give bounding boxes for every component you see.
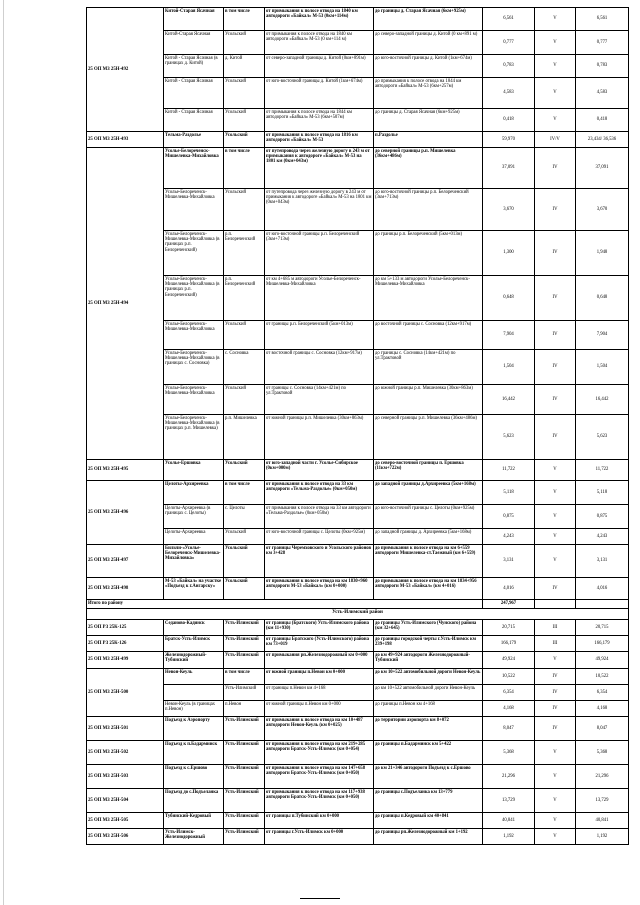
from-point-cell: от юго-восточной границы с. Целоты (0км+925м) [265,529,374,545]
district-cell: Усольский [224,132,265,148]
road-name-cell: Подъезд к Аэропорту [164,717,224,741]
to-point-cell: до юго-восточной границы р.п. Белореченский (3км+713м) [374,189,483,231]
table-row [87,717,629,741]
length-cell: 49,924 [483,652,535,669]
road-name-cell: Усолье-Белореченск-Мишелевка-Михайловка [164,189,224,231]
page-edge [3,0,4,905]
category-length-cell: 1,192 [576,829,629,845]
length-cell: 1,300 [483,231,535,276]
category-cell: IV [535,350,576,385]
category-length-cell: 20,715 [576,620,629,636]
road-name-cell: Китой - Старая Ясачная (в границах д. Китой) [164,55,224,78]
table-row [87,132,629,148]
table-row [87,321,629,350]
category-cell: IV [535,415,576,460]
district-cell: в том числе [224,8,265,31]
district-cell: Усольский [224,31,265,55]
length-cell: 10,522 [483,669,535,685]
to-point-cell: до км 10+522 автомобильной дороги Невон-Кеуль [374,669,483,685]
from-point-cell: от южной границы п.Невон км 0+000 [265,701,374,717]
length-cell: 1,192 [483,829,535,845]
from-point-cell: от примыкания к полосе отвода на 33 км автодороги «Тельма-Раздолье» (0км+050м) [265,505,374,529]
empty-cell [535,600,576,609]
length-cell: 3,670 [483,189,535,231]
category-cell: IV/V [535,132,576,148]
road-name-cell: Усолье-Белореченск-Мишелевка-Михайловка [164,148,224,189]
length-cell: 5,368 [483,741,535,765]
road-name-cell: Целоты-Архиреевка (в границах с. Целоты) [164,505,224,529]
category-cell: V [535,8,576,31]
category-cell: V [535,765,576,789]
road-code-cell: 25 ОП МЗ 25Н-504 [87,789,164,813]
from-point-cell: от границы п.Невон км 4+168 [265,685,374,701]
to-point-cell: до границы с. Сосновка (14км+421м) по ул.Трактовой [374,350,483,385]
length-cell: 0,418 [483,109,535,132]
road-code-cell: 25 ОП МЗ 25Н-495 [87,460,164,481]
road-name-cell: Подъезд к с.Ершово [164,765,224,789]
category-length-cell: 5,623 [576,415,629,460]
road-code-cell: 25 ОП МЗ 25Н-493 [87,132,164,148]
to-point-cell: до границы городской черты г.Усть-Илимск км 239+198 [374,636,483,652]
district-cell: Усть-Илимский [224,765,265,789]
category-cell: V [535,109,576,132]
district-cell: Усть-Илимский [224,652,265,669]
section-title: Усть-Илимский район [87,609,629,620]
district-cell: Усольский [224,321,265,350]
from-point-cell: от границы Черемховского и Усольского районов км 3+428 [265,545,374,578]
table-row [87,765,629,789]
from-point-cell: от путепровода через железную дорогу в 243 м от примыкания к автодороге «Байкал» М-53 на 1801 км (0км+043м) [265,189,374,231]
from-point-cell: от примыкания к полосе отвода на км 1830+960 автодороги М-53 «Байкал» (км 0+000) [265,578,374,600]
category-length-cell: 5,118 [576,481,629,505]
length-cell: 20,715 [483,620,535,636]
road-name-cell: Тельма-Раздолье [164,132,224,148]
district-cell: р.п. Белореченский [224,231,265,276]
road-name-cell: Усолье-Ершовка [164,460,224,481]
district-cell: Усольский [224,578,265,600]
district-cell: д. Китой [224,55,265,78]
length-cell: 21,296 [483,765,535,789]
category-cell: III [535,620,576,636]
road-code-cell: 25 ОП РЗ 25К-125 [87,620,164,636]
road-name-cell: Усолье-Белореченск-Мишелевка-Михайловка [164,321,224,350]
category-length-cell: 4,583 [576,78,629,109]
to-point-cell: до границы д. Старая Ясачная (6км+925м) [374,109,483,132]
category-length-cell: 13,729 [576,789,629,813]
table-row [87,8,629,31]
length-cell: 37,091 [483,148,535,189]
length-cell: 11,722 [483,460,535,481]
category-cell: IV [535,276,576,321]
to-point-cell: до границы с.Подъеланка км 13+779 [374,789,483,813]
category-cell: V [535,55,576,78]
to-point-cell: п.Раздолье [374,132,483,148]
category-cell: V [535,545,576,578]
from-point-cell: от примыкания к полосе отвода на км 147+658 автодороги Братск-Усть-Илимск (км 0+050) [265,765,374,789]
subtotal-label: Итого по району [87,600,483,609]
district-cell: р.п. Белореченский [224,276,265,321]
road-code-cell: 25 ОП РЗ 25К-126 [87,636,164,652]
category-cell: IV [535,685,576,701]
length-cell: 0,783 [483,55,535,78]
district-cell: Усольский [224,545,265,578]
road-code-cell: 25 ОП МЗ 25Н-502 [87,741,164,765]
category-cell: IV [535,385,576,415]
to-point-cell: до северной границы р.п. Мишелевка (36км+486м) [374,148,483,189]
category-length-cell: 0,783 [576,55,629,78]
from-point-cell: от границы с. Сосновка (14км+421м) по ул.Трактовой [265,385,374,415]
table-row [87,829,629,845]
category-cell: V [535,829,576,845]
category-length-cell: 0,875 [576,505,629,529]
length-cell: 6,354 [483,685,535,701]
to-point-cell: до границы п.Бадарминск км 5+422 [374,741,483,765]
category-length-cell: 16,442 [576,385,629,415]
length-cell: 3,131 [483,545,535,578]
road-code-cell: 25 ОП МЗ 25Н-494 [87,148,164,460]
to-point-cell: до границы р.п. Белореченский (5км+013м) [374,231,483,276]
district-cell: Усть-Илимский [224,813,265,829]
category-cell: IV [535,231,576,276]
from-point-cell: от примыкания к полосе отвода на 1844 км автодороги «Байкал» М-53 (6км+507м) [265,109,374,132]
road-code-cell: 25 ОП МЗ 25Н-505 [87,813,164,829]
table-row [87,741,629,765]
district-cell: Усть-Илимский [224,741,265,765]
road-name-cell: Китой - Старая Ясачная [164,78,224,109]
to-point-cell: до юго-восточной границы д. Китой (1км+674м) [374,55,483,78]
table-row [87,789,629,813]
road-name-cell: Невон-Кеуль [164,669,224,685]
subtotal-row [87,600,629,609]
category-length-cell: 10,522 [576,669,629,685]
table-row [87,620,629,636]
length-cell: 40,841 [483,813,535,829]
category-cell: V [535,529,576,545]
road-code-cell: 25 ОП МЗ 25Н-492 [87,8,164,132]
district-cell: Усть-Илимский [224,717,265,741]
category-cell: III [535,636,576,652]
road-name-cell: Целоты-Архиреевка [164,481,224,505]
category-length-cell: 0,777 [576,31,629,55]
roads-table [86,7,629,845]
category-cell: IV [535,578,576,600]
table-row [87,189,629,231]
length-cell: 8,047 [483,717,535,741]
district-cell: Усольский [224,109,265,132]
district-cell: Усольский [224,460,265,481]
to-point-cell: до примыкания к полосе отвода на км 1834+956 автодороги М-53 «Байкал» (км 4+016) [374,578,483,600]
table-row [87,481,629,505]
table-row [87,545,629,578]
district-cell: Усть-Илимский [224,685,265,701]
category-length-cell: 11,722 [576,460,629,481]
from-point-cell: от примыкания к полосе отвода на 1840 км автодороги «Байкал» М-53 (0км+114м) [265,8,374,31]
category-cell: V [535,31,576,55]
category-length-cell: 6,354 [576,685,629,701]
table-row [87,813,629,829]
to-point-cell: до границы п.Кедровый км 40+841 [374,813,483,829]
road-name-cell: Китой-Старая Ясачная [164,8,224,31]
category-length-cell: 21,296 [576,765,629,789]
length-cell: 0,777 [483,31,535,55]
category-length-cell: 3,670 [576,189,629,231]
length-cell: 16,442 [483,385,535,415]
length-cell: 4,243 [483,529,535,545]
category-length-cell: 7,904 [576,321,629,350]
road-code-cell: 25 ОП МЗ 25Н-497 [87,545,164,578]
from-point-cell: от юго-западной части г. Усолье-Сибирское (0км+000м) [265,460,374,481]
footer-rule [300,898,340,899]
road-code-cell: 25 ОП МЗ 25Н-496 [87,481,164,545]
length-cell: 0,648 [483,276,535,321]
from-point-cell: от южной границы п.Невон км 0+000 [265,669,374,685]
length-cell: 6,561 [483,8,535,31]
district-cell: в том числе [224,669,265,685]
category-length-cell: 4,168 [576,701,629,717]
category-length-cell: 3,131 [576,545,629,578]
length-cell: 59,970 [483,132,535,148]
road-name-cell: Железнодорожный-Тубинский [164,652,224,669]
road-name-cell: Усолье-Белореченск-Мишелевка-Михайловка (в границах р.п. Мишелевка) [164,415,224,460]
from-point-cell: от границы р.п. Белореченский (5км+013м) [265,321,374,350]
category-cell: IV [535,717,576,741]
length-cell: 7,904 [483,321,535,350]
table-row [87,669,629,685]
from-point-cell: от границы г.Усть-Илимск км 0+000 [265,829,374,845]
to-point-cell: до км 10+522 автомобильной дороги Невон-Кеуль [374,685,483,701]
table-row [87,636,629,652]
from-point-cell: от примыкания к полосе отвода на км 219+285 автодороги Братск-Усть-Илимск (км 0+054) [265,741,374,765]
road-name-cell: Усолье-Белореченск-Мишелевка-Михайловка (в границах с. Сосновка) [164,350,224,385]
table-row [87,701,629,717]
road-code-cell: 25 ОП МЗ 25Н-503 [87,765,164,789]
to-point-cell: до северо-восточной границы п. Ершовка (11км+722м) [374,460,483,481]
road-name-cell: Усть-Илимск-Железнодорожный [164,829,224,845]
from-point-cell: от северо-западной границы д. Китой (0км+891м) [265,55,374,78]
category-cell: V [535,789,576,813]
road-name-cell [164,685,224,701]
table-row [87,529,629,545]
length-cell: 4,016 [483,578,535,600]
length-cell: 4,168 [483,701,535,717]
length-cell: 5,118 [483,481,535,505]
category-length-cell: 0,418 [576,109,629,132]
table-row [87,350,629,385]
length-cell: 5,623 [483,415,535,460]
road-code-cell: 25 ОП МЗ 25Н-500 [87,669,164,717]
category-length-cell: 37,091 [576,148,629,189]
from-point-cell: от границы (Братского) Усть-Илимского района (км 11+930) [265,620,374,636]
category-length-cell: 0,648 [576,276,629,321]
to-point-cell: до примыкания к полосе отвода на 1844 км автодороги «Байкал» М-53 (6км+257м) [374,78,483,109]
from-point-cell: от примыкания рп.Железнодорожный км 0+000 [265,652,374,669]
table-row [87,231,629,276]
to-point-cell: до западной границы д. Архиреевка (5км+168м) [374,529,483,545]
district-cell: Усольский [224,385,265,415]
category-cell: IV [535,701,576,717]
to-point-cell: до границы Усть-Илимского (Чунского) района (км 32+645) [374,620,483,636]
table-row [87,415,629,460]
from-point-cell: от км 4+685 м автодороги Усолье-Белореченск-Мишелевка-Михайловка [265,276,374,321]
category-length-cell: 49,924 [576,652,629,669]
length-cell: 0,875 [483,505,535,529]
table-row [87,55,629,78]
table-row [87,31,629,55]
to-point-cell: до территории аэропорта км 8+072 [374,717,483,741]
road-name-cell: Подъезд до с.Подъеланка [164,789,224,813]
category-cell: V [535,460,576,481]
category-length-cell: 6,561 [576,8,629,31]
category-length-cell: 4,243 [576,529,629,545]
district-cell: Усть-Илимский [224,789,265,813]
to-point-cell: до границы п.Невон км 4+168 [374,701,483,717]
table-row [87,276,629,321]
section-header-row [87,609,629,620]
length-cell: 13,729 [483,789,535,813]
road-name-cell: Бильчи-«Усолье-Белореченск-Мишелевка-Михайловка» [164,545,224,578]
table-row [87,109,629,132]
category-cell: V [535,78,576,109]
category-length-cell: 4,016 [576,578,629,600]
category-cell: V [535,813,576,829]
category-length-cell: 166,179 [576,636,629,652]
category-cell: V [535,505,576,529]
road-name-cell: Целоты-Архиреевка [164,529,224,545]
road-name-cell: Китой - Старая Ясачная [164,109,224,132]
table-row [87,460,629,481]
district-cell: п.Невон [224,701,265,717]
road-name-cell: Усолье-Белореченск-Мишелевка-Михайловка (в границах р.п. Белореченский) [164,276,224,321]
road-name-cell: М-53 «Байкал» на участке «Подъезд к г.Ангарску» [164,578,224,600]
length-cell: 166,179 [483,636,535,652]
to-point-cell: до примыкания к полосе отвода на км 6+559 автодороги Мишелевка-ст.Таежный (км 6+559) [374,545,483,578]
table-row [87,148,629,189]
road-code-cell: 25 ОП МЗ 25Н-499 [87,652,164,669]
road-name-cell: Тубинский-Кедровый [164,813,224,829]
to-point-cell: до км 5+133 м автодороги Усолье-Белореченск-Мишелевка-Михайловка [374,276,483,321]
category-cell: IV [535,321,576,350]
road-code-cell: 25 ОП МЗ 25Н-506 [87,829,164,845]
from-point-cell: от границы п.Тубинский км 0+000 [265,813,374,829]
to-point-cell: до границы рп.Железнодорожный км 1+192 [374,829,483,845]
road-name-cell: Китой-Старая Ясачная [164,31,224,55]
road-name-cell: Усолье-Белореченск-Мишелевка-Михайловка (в границах р.п. Белореченский) [164,231,224,276]
length-cell: 4,583 [483,78,535,109]
table-row [87,652,629,669]
category-cell: V [535,741,576,765]
category-length-cell: 40,841 [576,813,629,829]
district-cell: Усольский [224,189,265,231]
from-point-cell: от примыкания к полосе отвода на 1816 км автодороги «Байкал» М-53 [265,132,374,148]
road-code-cell: 25 ОП МЗ 25Н-498 [87,578,164,600]
category-cell: V [535,481,576,505]
road-code-cell: 25 ОП МЗ 25Н-501 [87,717,164,741]
road-name-cell: Седаново-Кадинск [164,620,224,636]
road-name-cell: Невон-Кеуль (в границах п.Невон) [164,701,224,717]
district-cell: Усть-Илимский [224,636,265,652]
category-length-cell: 8,047 [576,717,629,741]
to-point-cell: до юго-восточной границы с. Целоты (0км+925м) [374,505,483,529]
to-point-cell: до северной границы р.п. Мишелевка (36км+486м) [374,415,483,460]
road-name-cell: Подъезд к п.Бадарминск [164,741,224,765]
to-point-cell: до восточной границы с. Сосновка (12км+917м) [374,321,483,350]
table-row [87,505,629,529]
district-cell: в том числе [224,148,265,189]
from-point-cell: от юго-восточной границы р.п. Белореченский (3км+713м) [265,231,374,276]
length-cell: 1,504 [483,350,535,385]
category-length-cell: 5,368 [576,741,629,765]
district-cell: Усть-Илимский [224,620,265,636]
district-cell: с. Сосновка [224,350,265,385]
category-length-cell: 1,504 [576,350,629,385]
from-point-cell: от границы Братского (Усть-Илимского) района км 73+019 [265,636,374,652]
category-cell: IV [535,189,576,231]
to-point-cell: до границы д. Старая Ясачная (6км+925м) [374,8,483,31]
category-cell: IV [535,669,576,685]
to-point-cell: до км 49+924 автодороги Железнодорожный-Тубинский [374,652,483,669]
table-row [87,685,629,701]
district-cell: в том числе [224,481,265,505]
subtotal-value: 247,967 [483,600,535,609]
from-point-cell: от примыкания к полосе отвода на км 117+938 автодороги Братск-Усть-Илимск (км 0+050) [265,789,374,813]
district-cell: р.п. Мишелевка [224,415,265,460]
to-point-cell: до северо-западной границы д. Китой (0 км+891 м) [374,31,483,55]
category-length-cell: 23,434/ 36,536 [576,132,629,148]
from-point-cell: от южной границы р.п. Мишелевка (30км+863м) [265,415,374,460]
to-point-cell: до км 21+346 автодороги Подъезд к с.Ершово [374,765,483,789]
table-row [87,578,629,600]
district-cell: Усольский [224,529,265,545]
road-name-cell: Братск-Усть-Илимск [164,636,224,652]
road-name-cell: Усолье-Белореченск-Мишелевка-Михайловка [164,385,224,415]
empty-cell [576,600,629,609]
table-row [87,78,629,109]
district-cell: Усольский [224,78,265,109]
category-length-cell: 1,948 [576,231,629,276]
category-cell: IV [535,148,576,189]
from-point-cell: от восточной границы с. Сосновка (12км+917м) [265,350,374,385]
to-point-cell: до западной границы д.Архиреевка (5км+168м) [374,481,483,505]
table-row [87,385,629,415]
district-cell: Усть-Илимский [224,829,265,845]
to-point-cell: до южной границы р.п. Мишелевка (30км+863м) [374,385,483,415]
from-point-cell: от путепровода через железную дорогу в 243 м от примыкания к автодороге «Байкал» М-53 на 1801 км (0км+043м) [265,148,374,189]
from-point-cell: от юго-восточной границы д. Китой (1км+674м) [265,78,374,109]
from-point-cell: от примыкания к полосе отвода на 1840 км автодороги «Байкал» М-53 (0 км+114 м) [265,31,374,55]
from-point-cell: от примыкания к полосе отвода на 33 км автодороги «Тельма-Раздолье» (0км+050м) [265,481,374,505]
district-cell: с. Целоты [224,505,265,529]
category-cell: V [535,652,576,669]
from-point-cell: от примыкания к полосе отвода на км 10+487 автодороги Невон-Кеуль (км 0+025) [265,717,374,741]
